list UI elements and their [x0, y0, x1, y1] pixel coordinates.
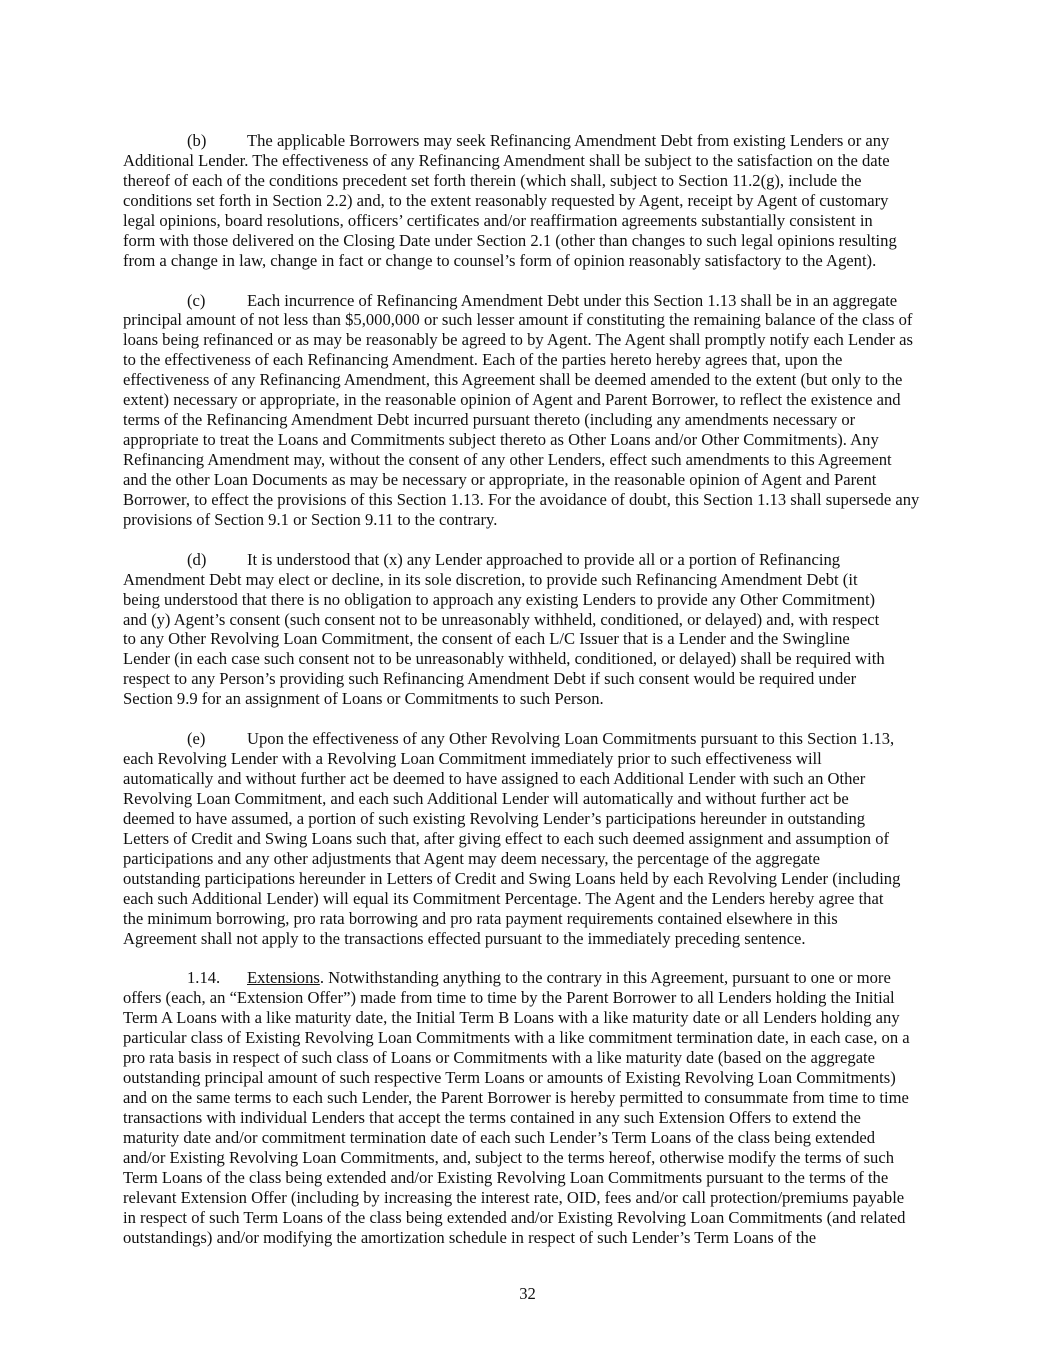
text-line: Refinancing Amendment may, without the consent of any other Lenders, effect such amendments to this Agreement	[123, 450, 892, 469]
text-line: Revolving Loan Commitment, and each such Additional Lender will automatically and without further act be	[123, 788, 849, 808]
text-line	[123, 550, 943, 570]
text-line	[123, 968, 943, 988]
text-line-content: Each incurrence of Refinancing Amendment Debt under this Section 1.13 shall be in an aggregate	[247, 290, 898, 310]
section-number: 1.14.	[187, 968, 221, 988]
text-line: to any Other Revolving Loan Commitment, the consent of each L/C Issuer that is a Lender and the Swingline	[123, 629, 850, 649]
text-line: Term Loans of the class being extended and/or Existing Revolving Loan Commitments pursuant to the terms of the	[123, 1167, 889, 1187]
text-line: thereof of each of the conditions precedent set forth therein (which shall, subject to Section 11.2(g), include the	[123, 170, 862, 190]
text-line: transactions with individual Lenders that accept the terms contained in any such Extension Offers to extend the	[123, 1107, 861, 1127]
paragraph	[123, 729, 943, 948]
text-line: participations and any other adjustments that Agent may deem necessary, the percentage of the aggregate	[123, 848, 820, 868]
section-1-14	[123, 968, 943, 1247]
text-line: deemed to have assumed, a portion of such existing Revolving Lender’s participations hereunder in outstanding	[123, 808, 866, 828]
text-line: particular class of Existing Revolving Loan Commitments with a like commitment termination date, in each case, on a	[123, 1028, 910, 1048]
text-line-content: It is understood that (x) any Lender approached to provide all or a portion of Refinancing	[247, 549, 841, 569]
text-line: effectiveness of any Refinancing Amendment, this Agreement shall be deemed amended to the extent (but only to the	[123, 370, 903, 390]
text-line: outstanding participations hereunder in Letters of Credit and Swing Loans held by each Revolving Lender (including	[123, 868, 901, 888]
text-line: maturity date and/or commitment termination date of each such Lender’s Term Loans of the class being extended	[123, 1127, 876, 1147]
text-line: outstandings) and/or modifying the amortization schedule in respect of such Lender’s Term Loans of the	[123, 1227, 817, 1247]
text-line: each Revolving Lender with a Revolving Loan Commitment immediately prior to such effectiveness will	[123, 749, 822, 769]
text-line-content: . Notwithstanding anything to the contrary in this Agreement, pursuant to one or more	[319, 968, 891, 988]
text-line: automatically and without further act be deemed to have assigned to each Additional Lender with such an Other	[123, 769, 866, 788]
text-line: terms of the Refinancing Amendment Debt incurred pursuant thereto (including any amendments necessary or	[123, 410, 856, 430]
text-line: offers (each, an “Extension Offer”) made from time to time by the Parent Borrower to all Lenders holding the Initial	[123, 988, 895, 1008]
text-line: in respect of such Term Loans of the class being extended and/or Existing Revolving Loan Commitments (and related	[123, 1207, 906, 1227]
page-number: 32	[519, 1284, 536, 1303]
paragraph-label: (e)	[187, 729, 206, 749]
text-line	[123, 729, 943, 749]
document-body	[123, 131, 943, 1267]
text-line: relevant Extension Offer (including by increasing the interest rate, OID, fees and/or call protection/premiums payable	[123, 1187, 905, 1207]
text-line: provisions of Section 9.1 or Section 9.11 to the contrary.	[123, 509, 498, 529]
text-line-content: The applicable Borrowers may seek Refinancing Amendment Debt from existing Lenders or any	[247, 131, 890, 150]
text-line: respect to any Person’s providing such Refinancing Amendment Debt if such consent would be required under	[123, 669, 857, 689]
text-line: extent) necessary or appropriate, in the reasonable opinion of Agent and Parent Borrower, to reflect the existence and	[123, 390, 901, 410]
text-line	[123, 291, 943, 311]
text-line: loans being refinanced or as may be reasonably be agreed to by Agent. The Agent shall promptly notify each Lender as	[123, 330, 913, 350]
text-line: appropriate to treat the Loans and Commitments subject thereto as Other Loans and/or Other Commitments). Any	[123, 430, 879, 450]
text-line: Section 9.9 for an assignment of Loans or Commitments to such Person.	[123, 689, 604, 709]
text-line: conditions set forth in Section 2.2) and, to the extent reasonably requested by Agent, receipt by Agent of customary	[123, 190, 889, 210]
text-line: Letters of Credit and Swing Loans such that, after giving effect to each such deemed assignment and assumption of	[123, 828, 890, 848]
text-line: Amendment Debt may elect or decline, in its sole discretion, to provide such Refinancing Amendment Debt (it	[123, 569, 858, 589]
text-line: form with those delivered on the Closing Date under Section 2.1 (other than changes to such legal opinions resulting	[123, 230, 897, 250]
text-line: Term A Loans with a like maturity date, the Initial Term B Loans with a like maturity date or all Lenders holding any	[123, 1008, 900, 1028]
paragraph-label: (b)	[187, 131, 207, 150]
text-line: Agreement shall not apply to the transactions effected pursuant to the immediately preceding sentence.	[123, 928, 806, 948]
text-line	[123, 131, 943, 151]
text-line: and on the same terms to each such Lender, the Parent Borrower is hereby permitted to consummate from time to time	[123, 1088, 909, 1107]
text-line: from a change in law, change in fact or change to counsel’s form of opinion reasonably satisfactory to the Agent).	[123, 250, 877, 270]
text-line-content: Upon the effectiveness of any Other Revolving Loan Commitments pursuant to this Section 1.13,	[247, 729, 895, 749]
paragraph-label: (c)	[187, 290, 206, 310]
section-heading: Extensions	[247, 968, 320, 988]
text-line: being understood that there is no obligation to approach any existing Lenders to provide any Other Commitment)	[123, 589, 876, 609]
text-line: and (y) Agent’s consent (such consent not to be unreasonably withheld, conditioned, or delayed) and, with respect	[123, 609, 880, 629]
text-line: principal amount of not less than $5,000,000 or such lesser amount if constituting the remaining balance of the class of	[123, 310, 913, 330]
text-line: Borrower, to effect the provisions of this Section 1.13. For the avoidance of doubt, this Section 1.13 shall supersede any	[123, 489, 920, 509]
paragraph	[123, 131, 943, 271]
paragraph	[123, 550, 943, 710]
text-line: outstanding principal amount of such respective Term Loans or amounts of Existing Revolving Loan Commitments)	[123, 1068, 896, 1088]
text-line: Lender (in each case such consent not to be unreasonably withheld, conditioned, or delayed) shall be required with	[123, 649, 885, 669]
text-line: pro rata basis in respect of such class of Loans or Commitments with a like maturity date (based on the aggregate	[123, 1048, 876, 1068]
text-line: and/or Existing Revolving Loan Commitments, and, subject to the terms hereof, otherwise modify the terms of such	[123, 1147, 895, 1167]
paragraph-label: (d)	[187, 549, 207, 569]
text-line: the minimum borrowing, pro rata borrowing and pro rata payment requirements contained elsewhere in this	[123, 908, 838, 928]
text-line: each such Additional Lender) will equal its Commitment Percentage. The Agent and the Lenders hereby agree that	[123, 888, 884, 908]
text-line: to the effectiveness of each Refinancing Amendment. Each of the parties hereto hereby agrees that, upon the	[123, 350, 843, 370]
text-line: and the other Loan Documents as may be necessary or appropriate, in the reasonable opinion of Agent and Parent	[123, 469, 877, 489]
text-line: Additional Lender. The effectiveness of any Refinancing Amendment shall be subject to the satisfaction on the date	[123, 150, 890, 170]
paragraph	[123, 291, 943, 530]
text-line: legal opinions, board resolutions, officers’ certificates and/or reaffirmation agreements substantially consistent in	[123, 210, 873, 230]
